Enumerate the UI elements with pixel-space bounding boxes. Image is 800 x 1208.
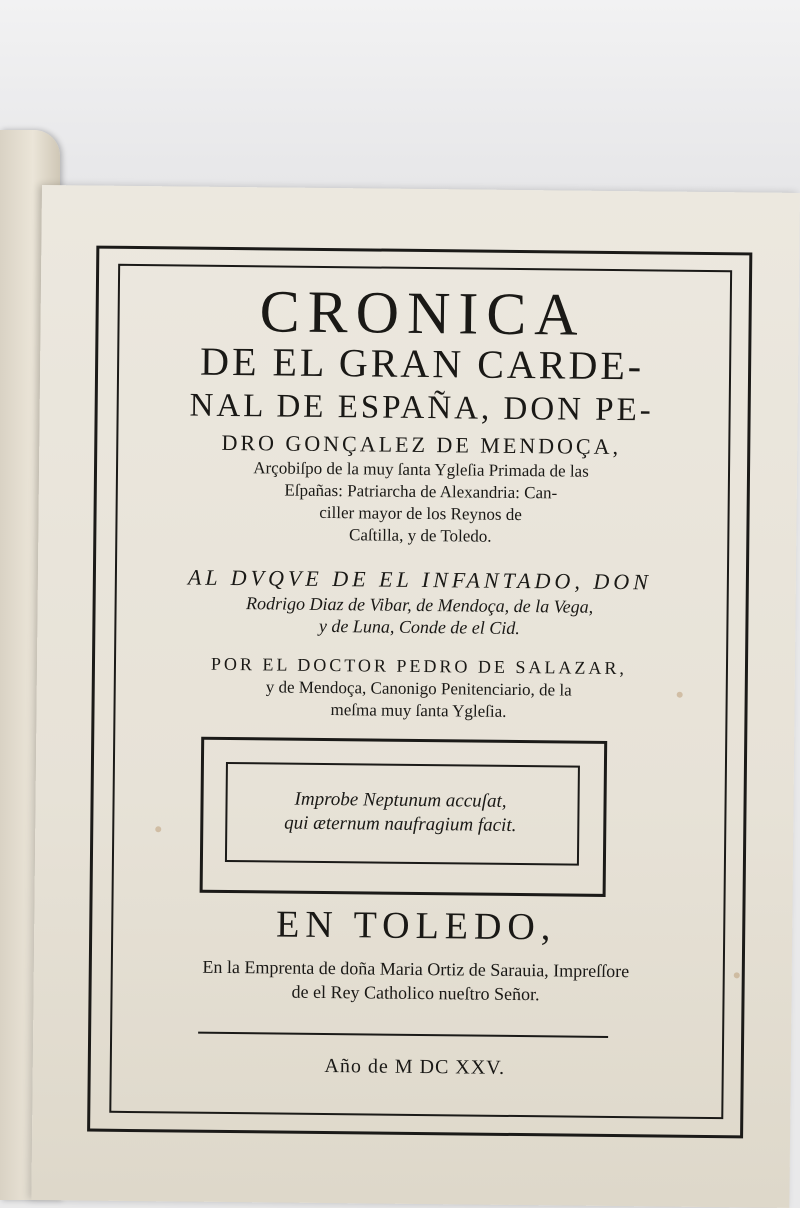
imprint-line: En la Emprenta de doña Maria Ortiz de Sarauia, Impreſſore — [202, 956, 630, 982]
foxing-spot — [155, 826, 161, 832]
title-line-1: CRONICA — [259, 278, 587, 348]
title-page — [31, 185, 800, 1208]
title-line-4: DRO GONÇALEZ DE MENDOÇA, — [221, 429, 622, 460]
imprint-line: de el Rey Catholico nueſtro Señor. — [291, 981, 540, 1005]
title-line-3: NAL DE ESPAÑA, DON PE- — [189, 387, 654, 429]
motto-line: Improbe Neptunum accuſat, — [294, 788, 507, 812]
title-line-2: DE EL GRAN CARDE- — [199, 338, 645, 389]
subtitle-line: ciller mayor de los Reynos de — [319, 502, 522, 525]
author-line: POR EL DOCTOR PEDRO DE SALAZAR, — [210, 653, 628, 679]
dedication-line: AL DVQVE DE EL INFANTADO, DON — [187, 564, 652, 595]
subtitle-line: Caſtilla, y de Toledo. — [349, 525, 492, 546]
subtitle-line: Eſpañas: Patriarcha de Alexandria: Can- — [284, 480, 558, 503]
dedication-line: Rodrigo Diaz de Vibar, de Mendoça, de la Vega, — [245, 593, 594, 617]
author-line: meſma muy ſanta Ygleſia. — [330, 700, 507, 721]
dedication-line: y de Luna, Conde de el Cid. — [318, 615, 520, 639]
motto-line: qui æternum naufragium facit. — [284, 812, 517, 837]
publication-year: Año de M DC XXV. — [324, 1055, 506, 1079]
backdrop — [0, 0, 800, 200]
subtitle-line: Arçobiſpo de la muy ſanta Ygleſia Primada de las — [253, 458, 589, 481]
foxing-spot — [734, 972, 740, 978]
imprint-city: EN TOLEDO, — [275, 903, 557, 949]
author-line: y de Mendoça, Canonigo Penitenciario, de la — [265, 677, 572, 700]
foxing-spot — [677, 692, 683, 698]
